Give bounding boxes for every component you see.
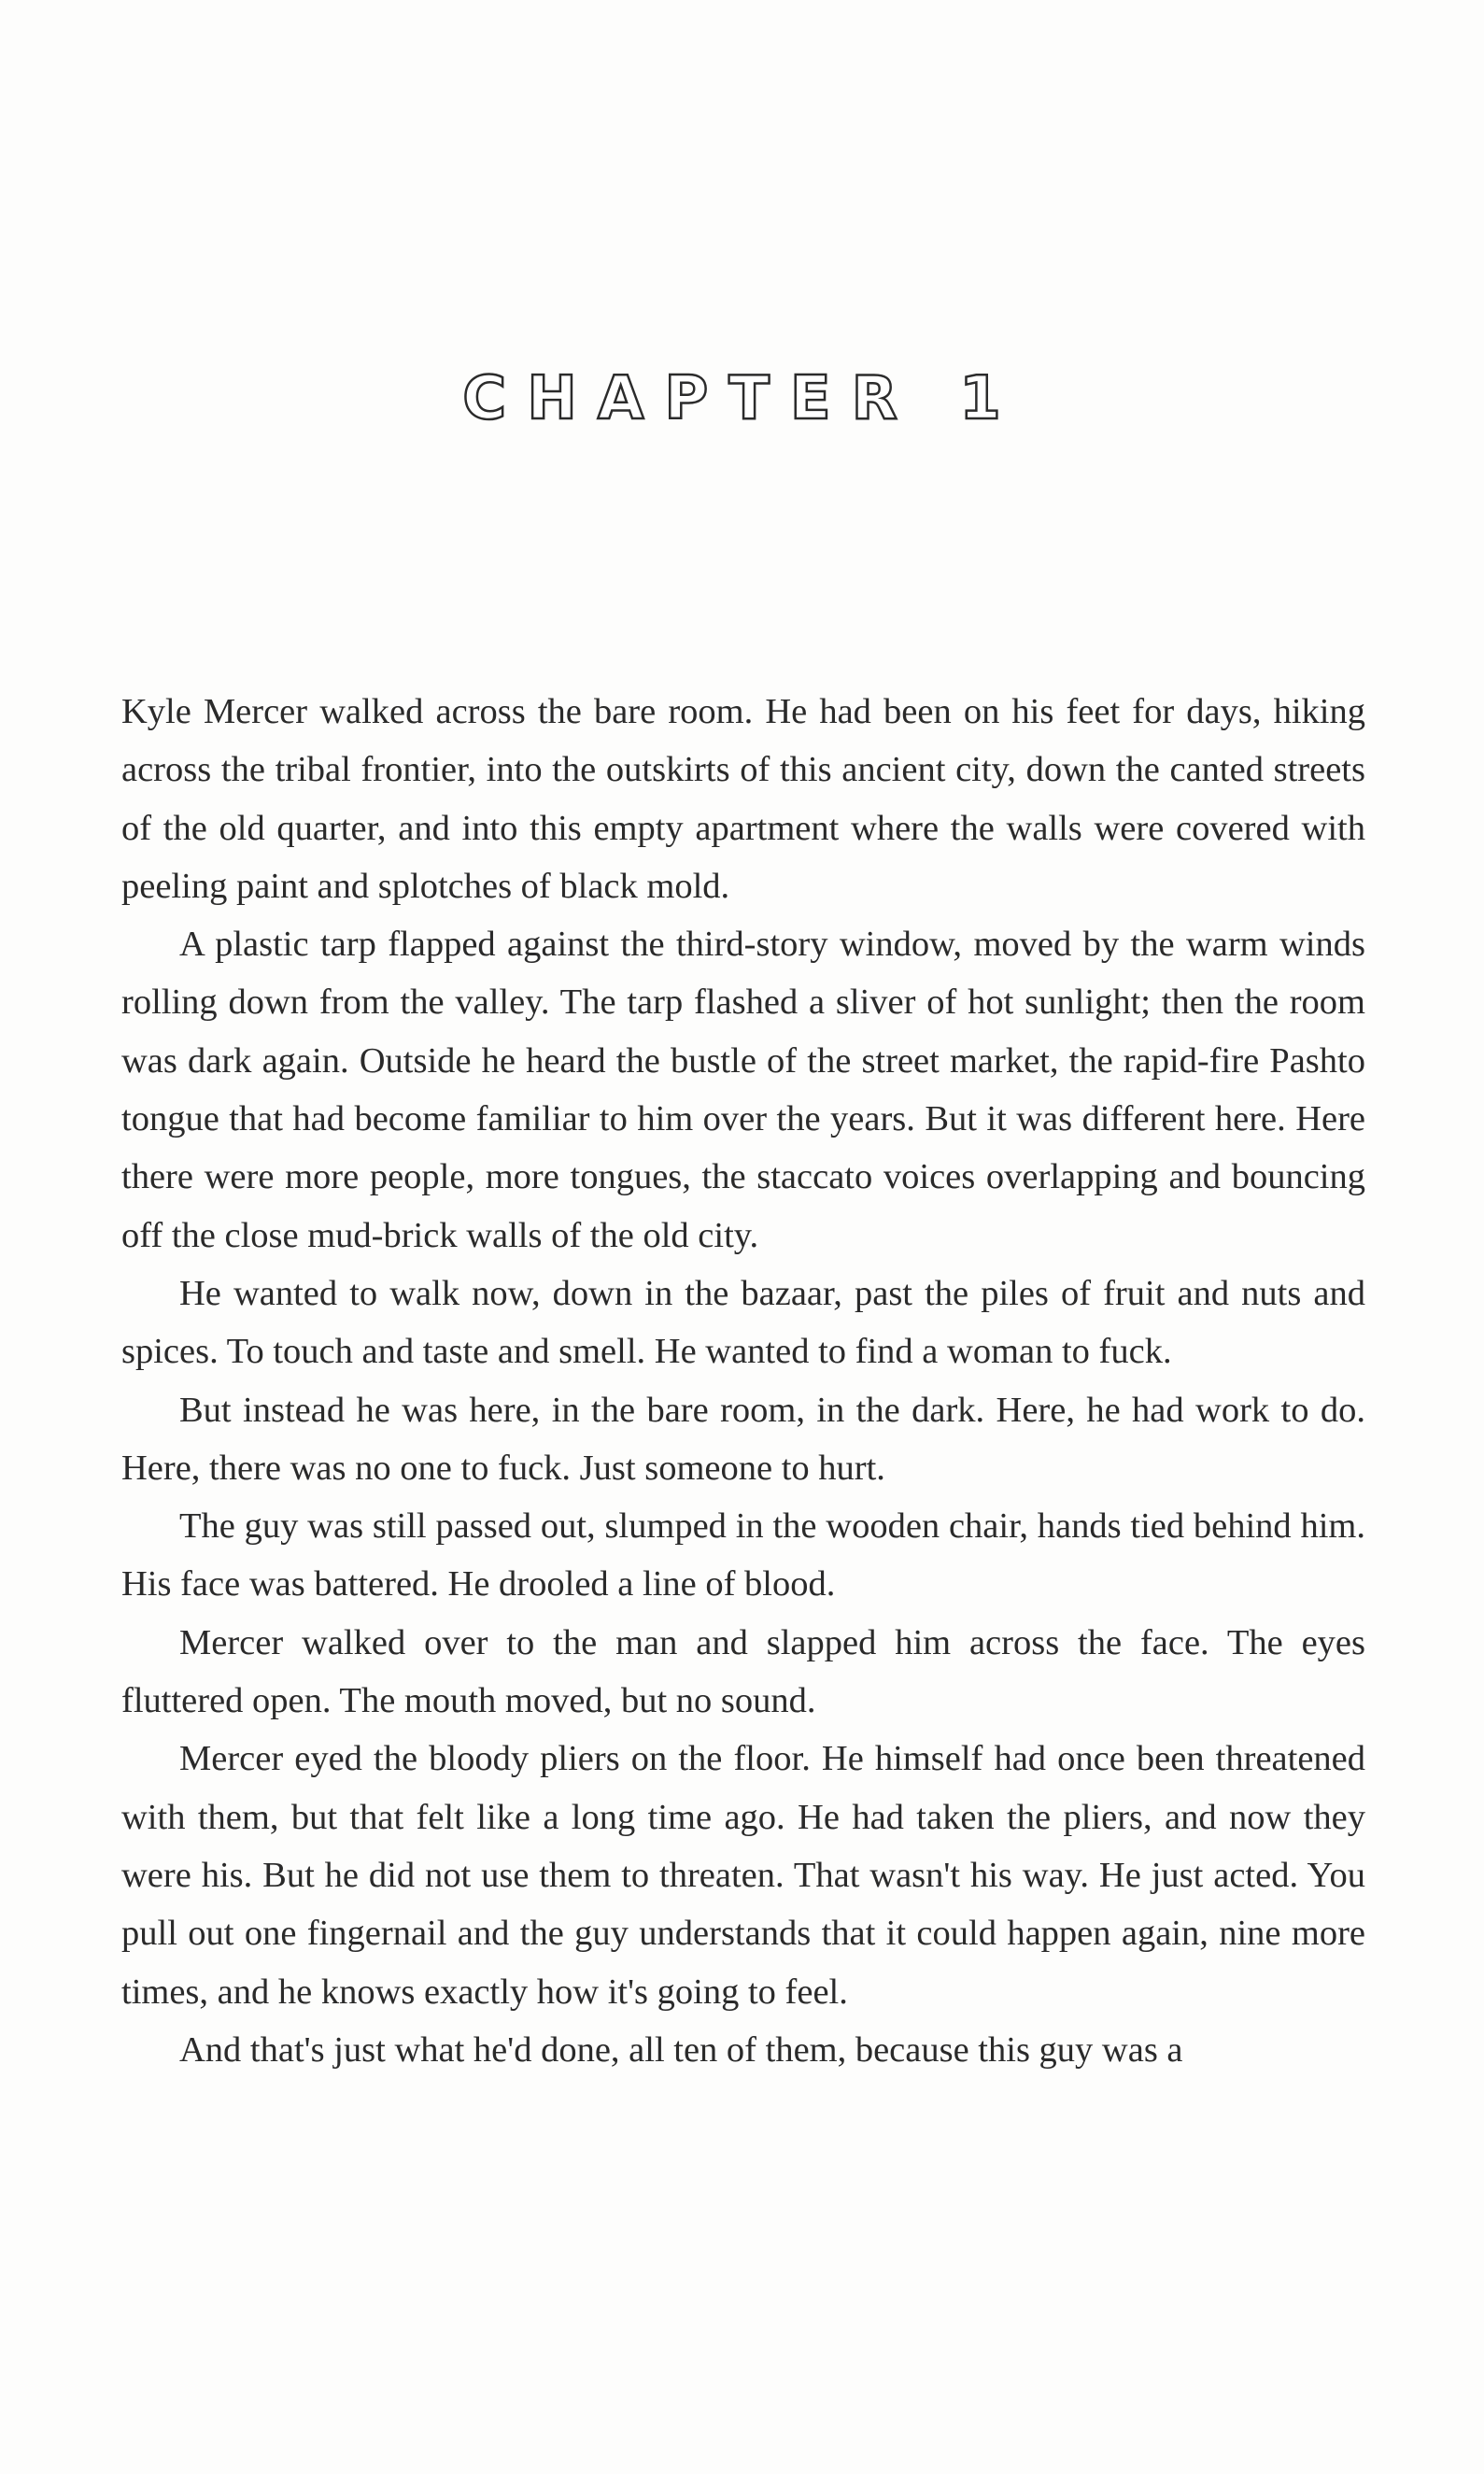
paragraph: The guy was still passed out, slumped in the wooden chair, hands tied behind him. His face was battered. He drooled a line of blood. (121, 1506, 1365, 1605)
paragraph: Mercer walked over to the man and slapped him across the face. The eyes fluttered open. The mouth moved, but no sound. (121, 1622, 1365, 1721)
chapter-heading: CHAPTER 1 (462, 364, 1022, 433)
paragraph: Mercer eyed the bloody pliers on the floor. He himself had once been threatened with them, but that felt like a long time ago. He had taken the pliers, and now they were his. But he did not use them to threaten. That wasn't his way. He just acted. You pull out one fingernail and the guy understands that it could happen again, nine more times, and he knows exactly how it's going to feel. (121, 1739, 1365, 2012)
paragraph: Kyle Mercer walked across the bare room. He had been on his feet for days, hiking across the tribal frontier, into the outskirts of this ancient city, down the canted streets of the old quarter, and into this empty apartment where the walls were covered with peeling paint and splotches of black mold. (121, 692, 1365, 906)
chapter-body (121, 683, 1365, 2079)
paragraph: A plastic tarp flapped against the third-story window, moved by the warm winds rolling down from the valley. The tarp flashed a sliver of hot sunlight; then the room was dark again. Outside he heard the bustle of the street market, the rapid-fire Pashto tongue that had become familiar to him over the years. But it was different here. Here there were more people, more tongues, the staccato voices overlapping and bouncing off the close mud-brick walls of the old city. (121, 925, 1365, 1255)
paragraph: But instead he was here, in the bare room, in the dark. Here, he had work to do. Here, there was no one to fuck. Just someone to hurt. (121, 1390, 1365, 1488)
paragraph: And that's just what he'd done, all ten of them, because this guy was a (179, 2029, 1183, 2070)
paragraph: He wanted to walk now, down in the bazaar, past the piles of fruit and nuts and spices. To touch and taste and smell. He wanted to find a woman to fuck. (121, 1273, 1365, 1372)
